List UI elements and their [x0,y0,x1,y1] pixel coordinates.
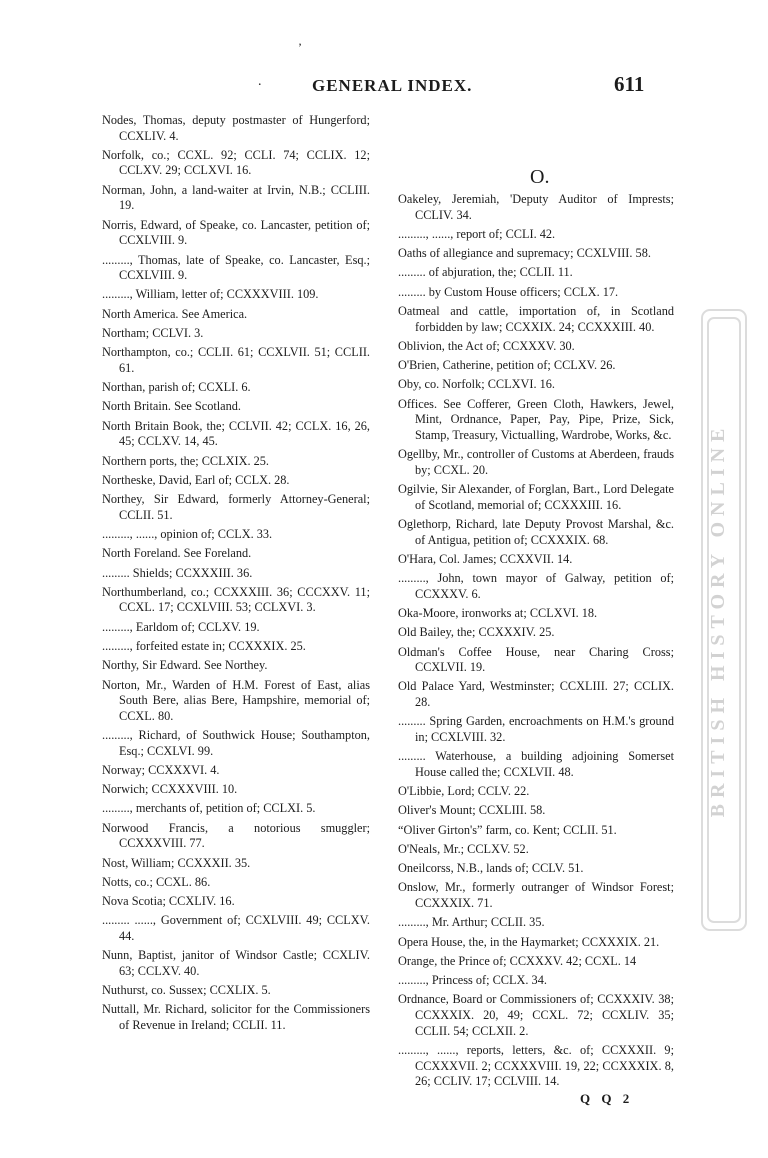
index-entry: Onslow, Mr., formerly outranger of Windsor Forest; CCXXXIX. 71. [398,880,674,911]
index-entry: Oakeley, Jeremiah, 'Deputy Auditor of Imprests; CCLIV. 34. [398,192,674,222]
index-entry: Oaths of allegiance and supremacy; CCXLVIII. 58. [398,246,651,261]
index-entry: Norman, John, a land-waiter at Irvin, N.B.; CCLIII. 19. [102,182,370,213]
index-entry: ......... ......, Government of; CCXLVIII. 49; CCLXV. 44. [102,913,370,944]
index-entry: ......... of abjuration, the; CCLII. 11. [398,265,573,280]
index-entry: Nova Scotia; CCXLIV. 16. [102,894,235,909]
index-entry: Notts, co.; CCXL. 86. [102,874,211,889]
header-dot: . [258,74,262,89]
index-entry: Ogellby, Mr., controller of Customs at Aberdeen, frauds by; CCXL. 20. [398,447,674,477]
index-entry: O'Libbie, Lord; CCLV. 22. [398,784,530,799]
index-entry: ........., ......, opinion of; CCLX. 33. [102,526,273,541]
index-entry: ........., Mr. Arthur; CCLII. 35. [398,915,545,930]
index-entry: Northampton, co.; CCLII. 61; CCXLVII. 51; CCLII. 61. [102,345,370,375]
index-column-right [398,192,674,1093]
index-entry: Northumberland, co.; CCXXXIII. 36; CCCXXV. 11; CCXL. 17; CCXLVIII. 53; CCLXVI. 3. [102,584,370,615]
section-letter: O. [530,166,550,188]
index-entry: ........., ......, report of; CCLI. 42. [398,226,556,241]
index-entry: Norway; CCXXXVI. 4. [102,762,220,777]
signature-mark: Q Q 2 [580,1091,634,1106]
index-entry: Northey, Sir Edward, formerly Attorney-General; CCLII. 51. [102,492,370,522]
index-entry: Opera House, the, in the Haymarket; CCXXXIX. 21. [398,934,660,949]
index-entry: Northern ports, the; CCLXIX. 25. [102,453,270,468]
index-entry: Northy, Sir Edward. See Northey. [102,658,268,673]
index-entry: Norwood Francis, a notorious smuggler; CCXXXVIII. 77. [102,820,370,851]
index-entry: ........., Richard, of Southwick House; Southampton, Esq.; CCXLVI. 99. [102,728,370,758]
index-entry: ......... Waterhouse, a building adjoining Somerset House called the; CCXLVII. 48. [398,749,674,779]
index-entry: Oby, co. Norfolk; CCLXVI. 16. [398,377,555,392]
index-entry: O'Neals, Mr.; CCLXV. 52. [398,841,529,856]
stray-mark: ’ [298,40,302,54]
index-entry: Oliver's Mount; CCXLIII. 58. [398,803,546,818]
watermark-stamp [694,300,754,940]
index-entry: Nodes, Thomas, deputy postmaster of Hungerford; CCXLIV. 4. [102,113,370,143]
index-entry: “Oliver Girton's” farm, co. Kent; CCLII. 51. [398,822,617,837]
index-entry: ........., Princess of; CCLX. 34. [398,973,547,988]
index-entry: Oneilcorss, N.B., lands of; CCLV. 51. [398,861,584,876]
index-entry: Northeske, David, Earl of; CCLX. 28. [102,472,290,487]
index-entry: Northam; CCLVI. 3. [102,325,204,340]
index-entry: Norton, Mr., Warden of H.M. Forest of East, alias South Bere, alias Bere, Hampshire, memorial of; CCXL. 80. [102,677,370,723]
index-column-left [102,113,370,1037]
index-entry: Ordnance, Board or Commissioners of; CCXXXIV. 38; CCXXXIX. 20, 49; CCXL. 72; CCXLIV. 35; CCLII. 54; CCLXII. 2. [398,992,674,1038]
index-entry: North Britain. See Scotland. [102,399,242,414]
index-entry: Nuttall, Mr. Richard, solicitor for the Commissioners of Revenue in Ireland; CCLII. 11. [102,1002,370,1033]
watermark-lettering: BRITISH HISTORY ONLINE [707,422,729,818]
index-entry: Oglethorp, Richard, late Deputy Provost Marshal, &c. of Antigua, petition of; CCXXXIX. 68. [398,516,674,547]
running-title: GENERAL INDEX. [312,76,473,95]
index-entry: ......... by Custom House officers; CCLX. 17. [398,284,619,299]
index-entry: Northan, parish of; CCXLI. 6. [102,380,251,395]
index-entry: North Foreland. See Foreland. [102,546,252,561]
index-entry: Ogilvie, Sir Alexander, of Forglan, Bart., Lord Delegate of Scotland, memorial of; CCXXXIII. 16. [398,482,674,512]
index-entry: ......... Spring Garden, encroachments on H.M.'s ground in; CCXLVIII. 32. [398,714,674,744]
index-entry: North America. See America. [102,306,248,321]
index-entry: Nost, William; CCXXXII. 35. [102,855,251,870]
index-entry: Norris, Edward, of Speake, co. Lancaster, petition of; CCXLVIII. 9. [102,217,370,248]
index-entry: Norfolk, co.; CCXL. 92; CCLI. 74; CCLIX. 12; CCLXV. 29; CCLXVI. 16. [102,147,370,178]
index-entry: O'Brien, Catherine, petition of; CCLXV. 26. [398,358,616,373]
index-entry: Oka-Moore, ironworks at; CCLXVI. 18. [398,605,598,620]
index-entry: Old Palace Yard, Westminster; CCXLIII. 27; CCLIX. 28. [398,679,674,709]
page-number: 611 [614,72,645,96]
index-entry: Old Bailey, the; CCXXXIV. 25. [398,625,555,640]
index-entry: ........., forfeited estate in; CCXXXIX. 25. [102,638,306,653]
index-entry: O'Hara, Col. James; CCXXVII. 14. [398,551,573,566]
index-entry: Nunn, Baptist, janitor of Windsor Castle; CCXLIV. 63; CCLXV. 40. [102,948,370,978]
index-entry: ........., William, letter of; CCXXXVIII. 109. [102,287,319,302]
index-entry: ........., ......, reports, letters, &c. of; CCXXXII. 9; CCXXXVII. 2; CCXXXVIII. 19, 22; CCXXXIX. 8, 26; CCLIV. 17; CCLVIII. 14. [398,1042,674,1089]
index-entry: ........., John, town mayor of Galway, petition of; CCXXXV. 6. [398,571,674,601]
index-entry: Nuthurst, co. Sussex; CCXLIX. 5. [102,983,271,998]
index-entry: Orange, the Prince of; CCXXXV. 42; CCXL. 14 [398,953,637,968]
index-entry: Oldman's Coffee House, near Charing Cross; CCXLVII. 19. [398,644,674,675]
index-entry: ......... Shields; CCXXXIII. 36. [102,565,253,580]
index-entry: ........., Thomas, late of Speake, co. Lancaster, Esq.; CCXLVIII. 9. [102,252,370,283]
index-entry: Offices. See Cofferer, Green Cloth, Hawkers, Jewel, Mint, Ordnance, Paper, Pay, Pipe, Prize, Sick, Stamp, Treasury, Victualling, Wardrobe, Works, &c. [398,396,674,442]
index-entry: North Britain Book, the; CCLVII. 42; CCLX. 16, 26, 45; CCLXV. 14, 45. [102,418,370,449]
index-entry: Oblivion, the Act of; CCXXXV. 30. [398,338,575,353]
index-entry: Oatmeal and cattle, importation of, in Scotland forbidden by law; CCXXIX. 24; CCXXXIII. 40. [398,304,674,334]
index-entry: Norwich; CCXXXVIII. 10. [102,782,238,797]
index-entry: ........., Earldom of; CCLXV. 19. [102,619,260,634]
index-entry: ........., merchants of, petition of; CCLXI. 5. [102,801,316,816]
